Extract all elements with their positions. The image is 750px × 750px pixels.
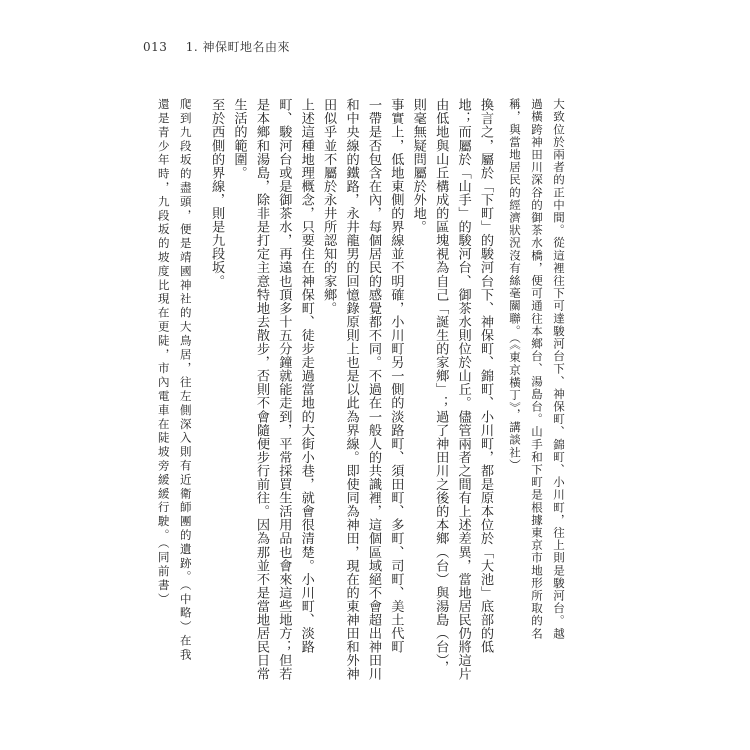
vertical-text-block <box>153 98 570 718</box>
body-paragraph: 上述這種地理概念，只要住在神保町、徒步走過當地的大街小巷，就會很清楚。小川町、淡路 町、駿河台或是御茶水，再遠也頂多十五分鐘就能走到，平常採買生活用品也會來這些地方；但若 是本鄉和湯島，除非是打定主意特地去散步，否則不會隨便步行前往。因為那並不是當地居民日常 生活的範圍。 <box>231 98 314 681</box>
block-quote-top: 大致位於兩者的正中間。從這裡往下可達駿河台下、神保町、錦町、小川町，往上則是駿河台。越 過橫跨神田川深谷的御茶水橋，便可通往本鄉台、湯島台。山手和下町是根據東京市地形所取的名 稱，與當地居民的經濟狀況沒有絲毫關聯。（《東京橫丁》，講談社） <box>508 98 566 640</box>
chapter-title: 1. 神保町地名由來 <box>185 40 290 54</box>
page-number: 013 <box>143 40 168 54</box>
running-header <box>143 38 290 55</box>
body-paragraph: 事實上，低地東側的界線並不明確，小川町另一側的淡路町、須田町、多町、司町、美土代町 一帶是否包含在內，每個居民的感覺都不同。不過在一般人的共識裡，這個區域絕不會超出神田川 和中央線的鐵路，永井龍男的回憶錄原則上也是以此為界線。即使同為神田，現在的東神田和外神 田似乎並不屬於永井所認知的家鄉。 <box>321 98 404 681</box>
block-quote-bottom: 爬到九段坂的盡頭，便是靖國神社的大鳥居，往左側深入則有近衛師團的遺跡。（中略）在我 還是青少年時，九段坂的坡度比現在更陡，市內電車在陡坡旁緩緩行駛。（同前書） <box>156 98 193 663</box>
body-paragraph: 至於西側的界線，則是九段坂。 <box>209 98 225 288</box>
body-paragraph: 換言之，屬於「下町」的駿河台下、神保町、錦町、小川町，都是原本位於「大池」底部的低 地；而屬於「山手」的駿河台、御茶水則位於山丘。儘管兩者之間有上述差異，當地居民仍將這片 由低地與山丘構成的區塊視為自己「誕生的家鄉」；過了神田川之後的本鄉（台）與湯島（台）， 則毫無疑問屬於外地。 <box>410 98 493 681</box>
